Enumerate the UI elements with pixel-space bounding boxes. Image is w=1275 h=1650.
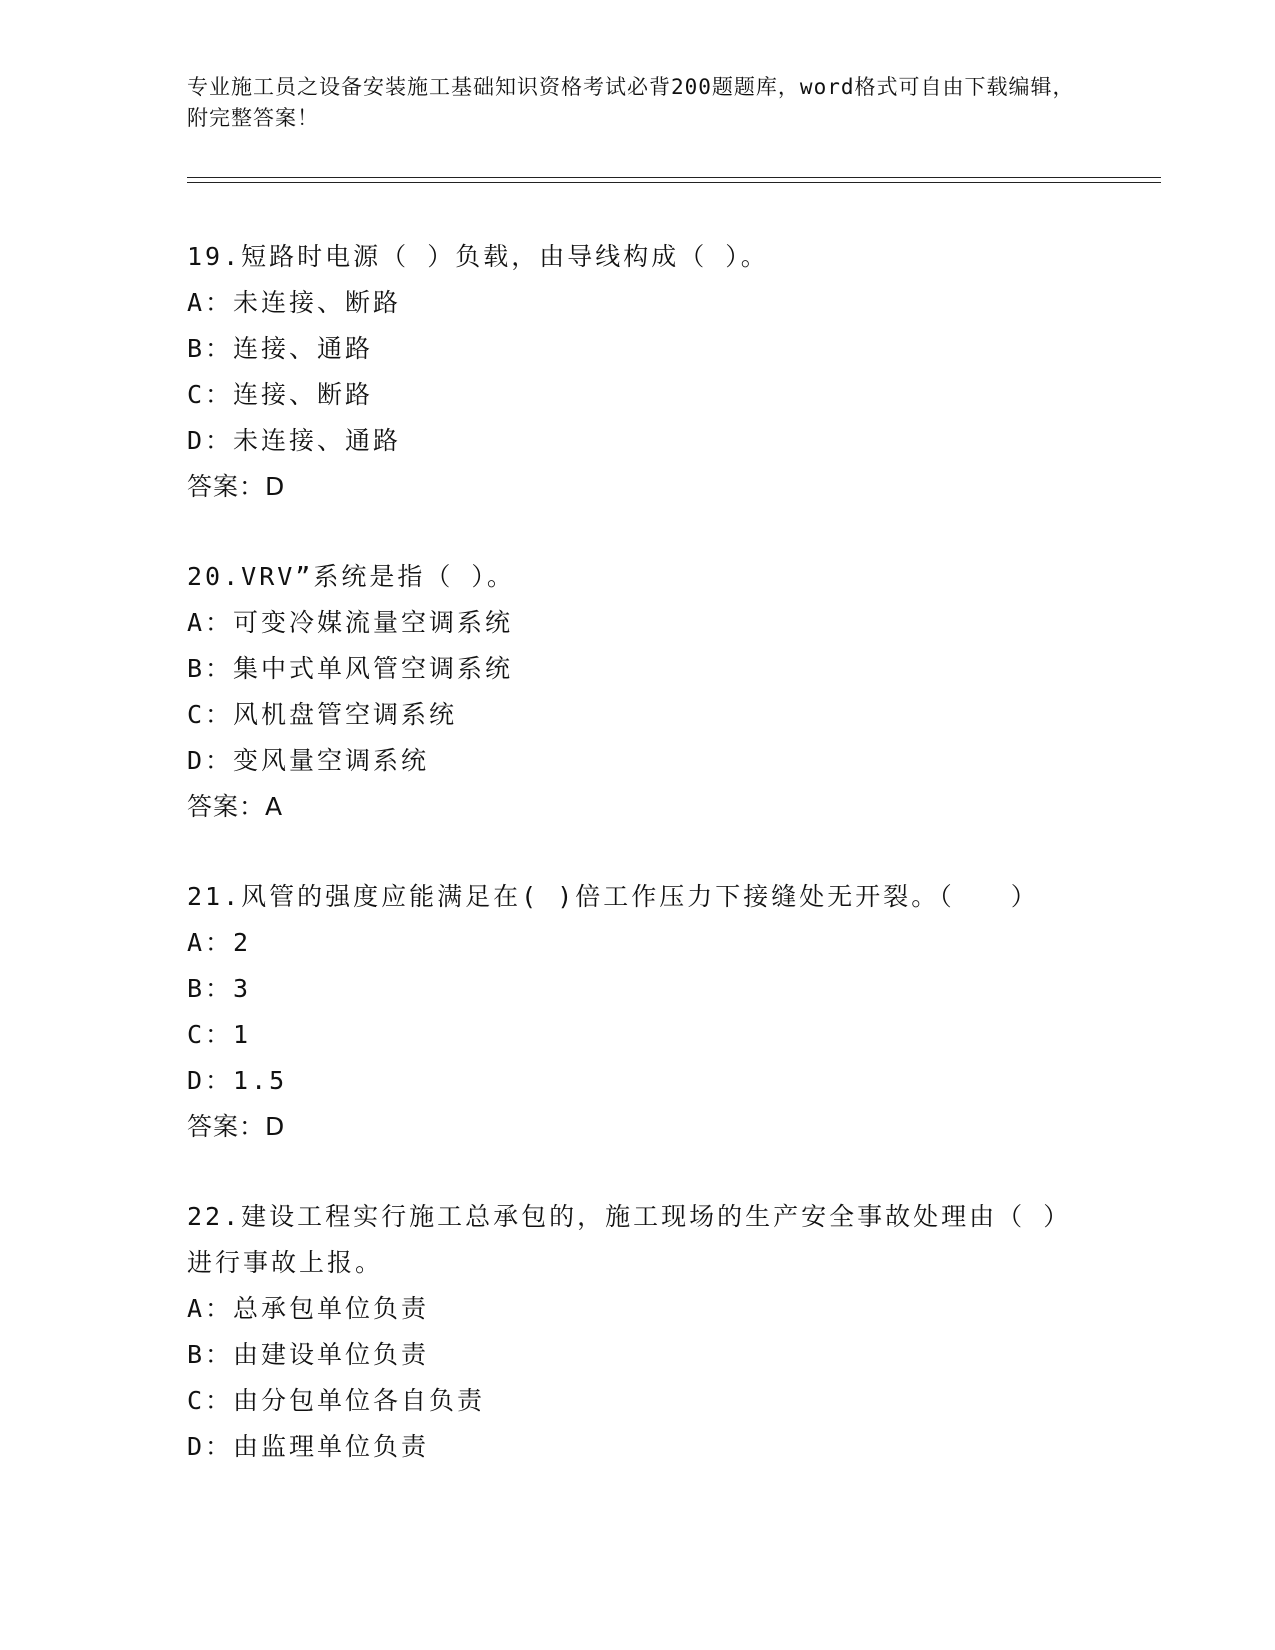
option-d: D：由监理单位负责	[187, 1432, 430, 1461]
question-21	[187, 874, 1087, 1150]
question-stem: 19.短路时电源（ ）负载，由导线构成（ ）。	[187, 242, 769, 271]
option-b: B：3	[187, 974, 252, 1003]
option-c: C：1	[187, 1020, 252, 1049]
option-d: D：未连接、通路	[187, 426, 402, 455]
option-b: B：集中式单风管空调系统	[187, 654, 514, 683]
question-stem: 20.VRV”系统是指（ ）。	[187, 562, 515, 591]
question-19	[187, 234, 1087, 510]
option-c: C：连接、断路	[187, 380, 374, 409]
answer-line: 答案：D	[187, 1112, 286, 1141]
option-c: C：由分包单位各自负责	[187, 1386, 486, 1415]
option-b: B：连接、通路	[187, 334, 374, 363]
option-c: C：风机盘管空调系统	[187, 700, 458, 729]
question-stem: 21.风管的强度应能满足在( )倍工作压力下接缝处无开裂。（ ）	[187, 882, 1039, 911]
document-header: 专业施工员之设备安装施工基础知识资格考试必背200题题库，word格式可自由下载编辑，附完整答案！	[187, 75, 1075, 130]
option-a: A：可变冷媒流量空调系统	[187, 608, 514, 637]
option-a: A：总承包单位负责	[187, 1294, 430, 1323]
option-b: B：由建设单位负责	[187, 1340, 430, 1369]
header-divider-bottom	[187, 182, 1161, 183]
question-20	[187, 554, 1087, 830]
option-a: A：未连接、断路	[187, 288, 402, 317]
option-a: A：2	[187, 928, 252, 957]
answer-line: 答案：A	[187, 792, 284, 821]
question-stem: 22.建设工程实行施工总承包的，施工现场的生产安全事故处理由（ ）进行事故上报。	[187, 1202, 1072, 1277]
header-divider-top	[187, 177, 1161, 178]
option-d: D：变风量空调系统	[187, 746, 430, 775]
option-d: D：1.5	[187, 1066, 288, 1095]
question-22	[187, 1194, 1087, 1470]
answer-line: 答案：D	[187, 472, 286, 501]
